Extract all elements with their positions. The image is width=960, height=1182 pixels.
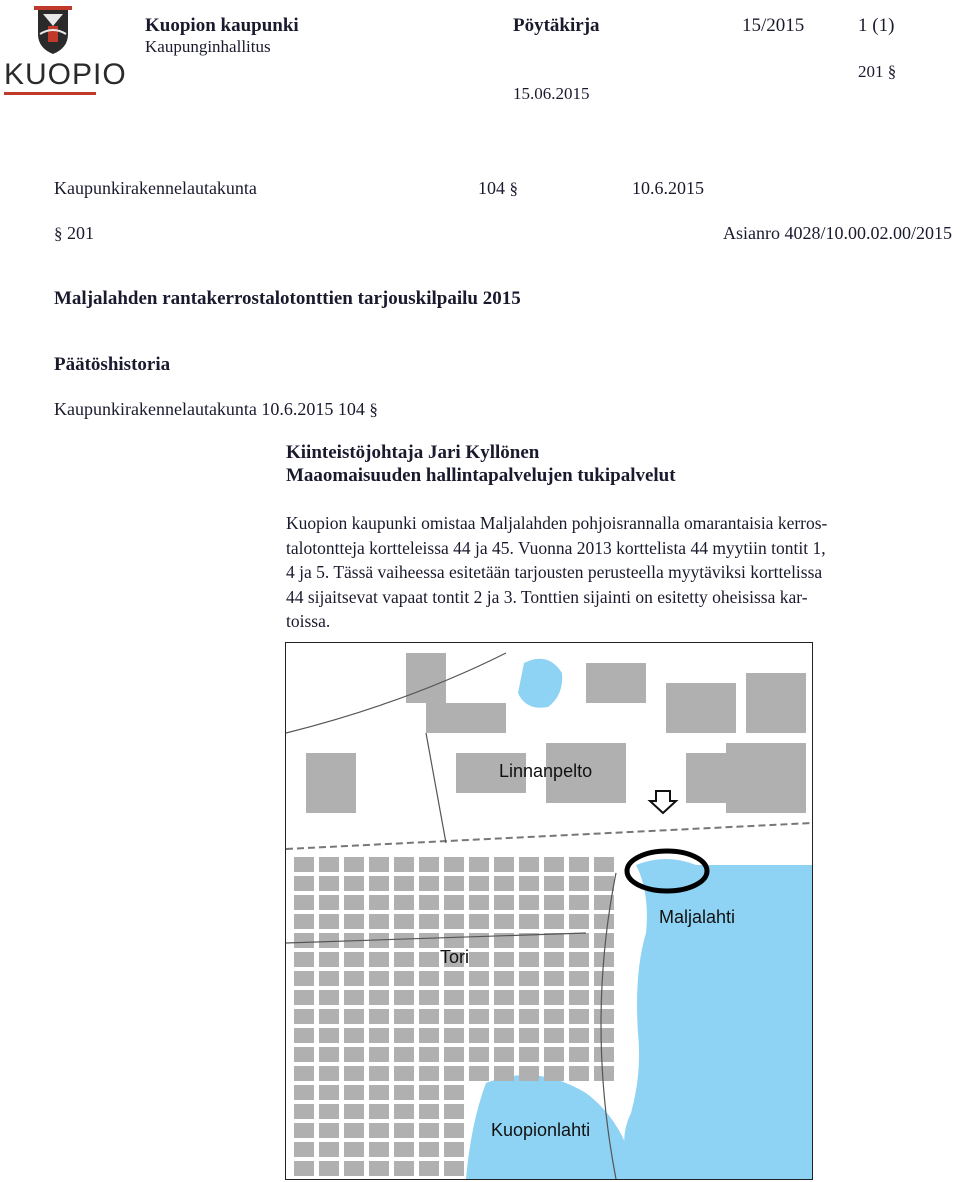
map-label-tori: Tori xyxy=(440,947,470,967)
city-block xyxy=(544,971,564,986)
city-block xyxy=(344,1028,364,1043)
city-block xyxy=(369,857,389,872)
city-block xyxy=(569,1028,589,1043)
city-block xyxy=(494,1028,514,1043)
city-block xyxy=(469,1028,489,1043)
map-canvas xyxy=(286,643,812,1179)
location-map xyxy=(285,642,813,1180)
section-symbol: § xyxy=(509,179,518,198)
city-block xyxy=(369,952,389,967)
city-block xyxy=(519,1066,539,1081)
city-block xyxy=(569,1009,589,1024)
city-block xyxy=(594,876,614,891)
city-block xyxy=(519,952,539,967)
body-line: 4 ja 5. Tässä vaiheessa esitetään tarjousten perusteella myytäviksi korttelissa xyxy=(286,562,823,582)
city-block xyxy=(494,990,514,1005)
city-block xyxy=(294,952,314,967)
city-block xyxy=(369,1123,389,1138)
city-block xyxy=(344,1104,364,1119)
city-block xyxy=(369,971,389,986)
city-block xyxy=(444,876,464,891)
logo-underline xyxy=(4,92,96,95)
city-block xyxy=(294,1047,314,1062)
city-block xyxy=(569,895,589,910)
body-paragraph xyxy=(286,511,827,634)
city-block xyxy=(394,1142,414,1157)
city-block xyxy=(519,1047,539,1062)
presenter-name: Kiinteistöjohtaja Jari Kyllönen xyxy=(286,442,540,463)
city-block xyxy=(294,857,314,872)
org-unit: Kaupunginhallitus xyxy=(145,37,271,56)
city-block xyxy=(519,876,539,891)
city-block xyxy=(319,990,339,1005)
city-block xyxy=(494,1047,514,1062)
city-block xyxy=(369,1085,389,1100)
city-block xyxy=(369,1066,389,1081)
city-block xyxy=(494,914,514,929)
city-block xyxy=(344,1047,364,1062)
city-block xyxy=(419,895,439,910)
city-block xyxy=(494,876,514,891)
body-line: 44 sijaitsevat vapaat tontit 2 ja 3. Tonttien sijainti on esitetty oheisissa kar- xyxy=(286,586,808,607)
city-block xyxy=(294,1028,314,1043)
city-block xyxy=(419,1085,439,1100)
city-block xyxy=(594,1028,614,1043)
section-heading: Päätöshistoria xyxy=(54,354,171,375)
city-block xyxy=(394,933,414,948)
city-block xyxy=(294,1066,314,1081)
city-block xyxy=(394,1047,414,1062)
city-block xyxy=(419,1161,439,1176)
city-block xyxy=(569,1047,589,1062)
city-block xyxy=(394,876,414,891)
city-block xyxy=(319,1028,339,1043)
paragraph-ref xyxy=(858,62,896,82)
city-block xyxy=(469,876,489,891)
city-block xyxy=(569,990,589,1005)
city-block xyxy=(369,1047,389,1062)
decision-line-text: Kaupunkirakennelautakunta 10.6.2015 104 xyxy=(54,399,365,419)
section-symbol: § xyxy=(369,400,378,419)
history-date: 10.6.2015 xyxy=(632,178,704,198)
city-block xyxy=(294,914,314,929)
paragraph-row xyxy=(54,223,94,244)
city-block xyxy=(344,952,364,967)
city-block xyxy=(344,1123,364,1138)
city-block xyxy=(469,857,489,872)
city-block xyxy=(344,1142,364,1157)
city-block xyxy=(319,1066,339,1081)
city-block xyxy=(319,1104,339,1119)
city-block xyxy=(469,895,489,910)
case-number: Asianro 4028/10.00.02.00/2015 xyxy=(723,223,952,243)
city-block xyxy=(294,876,314,891)
city-block xyxy=(494,857,514,872)
city-block xyxy=(444,1047,464,1062)
city-block xyxy=(319,876,339,891)
city-block xyxy=(394,1066,414,1081)
city-block xyxy=(544,1028,564,1043)
city-block xyxy=(594,1066,614,1081)
city-block xyxy=(519,971,539,986)
city-block xyxy=(494,1009,514,1024)
city-block xyxy=(444,971,464,986)
city-block xyxy=(394,1104,414,1119)
city-block xyxy=(294,1104,314,1119)
city-block xyxy=(419,1066,439,1081)
city-block xyxy=(319,952,339,967)
city-block xyxy=(594,990,614,1005)
city-block xyxy=(344,990,364,1005)
city-block xyxy=(344,971,364,986)
city-block xyxy=(544,914,564,929)
city-block xyxy=(294,1142,314,1157)
city-block xyxy=(294,1009,314,1024)
city-block xyxy=(369,895,389,910)
city-block xyxy=(369,914,389,929)
city-block xyxy=(594,971,614,986)
city-block xyxy=(594,1047,614,1062)
city-block xyxy=(369,990,389,1005)
city-block xyxy=(519,914,539,929)
city-block xyxy=(544,895,564,910)
city-block xyxy=(569,933,589,948)
city-block xyxy=(344,895,364,910)
city-block xyxy=(319,895,339,910)
city-block xyxy=(569,1066,589,1081)
city-block xyxy=(519,857,539,872)
city-block xyxy=(394,952,414,967)
page-title: Maljalahden rantakerrostalotonttien tarjouskilpailu 2015 xyxy=(54,288,521,309)
city-block xyxy=(394,990,414,1005)
city-block xyxy=(369,1142,389,1157)
city-block xyxy=(594,857,614,872)
presenter-unit: Maaomaisuuden hallintapalvelujen tukipalvelut xyxy=(286,465,676,486)
body-line: Kuopion kaupunki omistaa Maljalahden pohjoisrannalla omarantaisia kerros- xyxy=(286,513,828,533)
city-block xyxy=(444,1028,464,1043)
city-block xyxy=(419,1142,439,1157)
paragraph-row-number: 201 xyxy=(67,223,94,243)
city-block xyxy=(319,971,339,986)
city-block xyxy=(344,1161,364,1176)
city-block xyxy=(294,1123,314,1138)
city-block xyxy=(544,1009,564,1024)
city-block xyxy=(494,1066,514,1081)
city-block xyxy=(394,1123,414,1138)
city-block xyxy=(294,895,314,910)
history-paragraph xyxy=(478,178,518,199)
city-block xyxy=(344,1066,364,1081)
meeting-date: 15.06.2015 xyxy=(513,84,590,103)
city-block xyxy=(569,952,589,967)
city-block xyxy=(369,1104,389,1119)
doc-type: Pöytäkirja xyxy=(513,15,600,36)
body-line: toissa. xyxy=(286,611,331,631)
city-block xyxy=(294,1085,314,1100)
city-block xyxy=(569,857,589,872)
city-block xyxy=(319,1085,339,1100)
city-block xyxy=(469,1066,489,1081)
city-block xyxy=(544,1047,564,1062)
city-block xyxy=(469,1009,489,1024)
city-block xyxy=(419,990,439,1005)
city-block xyxy=(394,1161,414,1176)
city-block xyxy=(419,1123,439,1138)
city-block xyxy=(594,914,614,929)
map-label-maljalahti: Maljalahti xyxy=(659,907,736,927)
city-block xyxy=(444,895,464,910)
city-block xyxy=(419,971,439,986)
city-block xyxy=(294,933,314,948)
city-block xyxy=(319,1142,339,1157)
city-block xyxy=(344,876,364,891)
city-block xyxy=(394,857,414,872)
city-block xyxy=(519,895,539,910)
city-block xyxy=(369,1028,389,1043)
city-block xyxy=(294,990,314,1005)
city-block xyxy=(469,952,489,967)
city-block xyxy=(569,971,589,986)
city-block xyxy=(444,990,464,1005)
city-block xyxy=(569,876,589,891)
city-block xyxy=(419,1104,439,1119)
city-block xyxy=(569,914,589,929)
city-block xyxy=(494,952,514,967)
city-block xyxy=(469,933,489,948)
city-block xyxy=(394,1085,414,1100)
city-block xyxy=(419,1028,439,1043)
city-block xyxy=(469,1047,489,1062)
city-block xyxy=(444,1123,464,1138)
city-block xyxy=(544,933,564,948)
city-block xyxy=(319,914,339,929)
city-block xyxy=(394,914,414,929)
map-label-kuopionlahti: Kuopionlahti xyxy=(491,1120,591,1140)
city-block xyxy=(344,857,364,872)
city-block xyxy=(469,990,489,1005)
city-block xyxy=(444,1142,464,1157)
decision-line xyxy=(54,399,378,420)
city-block xyxy=(469,971,489,986)
city-block xyxy=(344,1085,364,1100)
city-block xyxy=(444,1161,464,1176)
city-block xyxy=(544,990,564,1005)
history-body: Kaupunkirakennelautakunta xyxy=(54,178,257,198)
city-block xyxy=(369,1009,389,1024)
city-block xyxy=(394,895,414,910)
city-block xyxy=(419,914,439,929)
city-block xyxy=(544,1066,564,1081)
city-block xyxy=(494,971,514,986)
map-label-linnanpelto: Linnanpelto xyxy=(499,761,593,781)
city-block xyxy=(444,1085,464,1100)
section-symbol: § xyxy=(54,224,63,243)
city-block xyxy=(419,1009,439,1024)
body-line: talotontteja kortteleissa 44 ja 45. Vuonna 2013 korttelista 44 myytiin tontit 1, xyxy=(286,537,826,558)
city-block xyxy=(594,933,614,948)
org-name: Kuopion kaupunki xyxy=(145,15,299,36)
page-number: 1 (1) xyxy=(858,15,895,36)
city-block xyxy=(594,1009,614,1024)
city-block xyxy=(444,933,464,948)
city-block xyxy=(369,876,389,891)
city-block xyxy=(394,971,414,986)
city-block xyxy=(319,857,339,872)
city-block xyxy=(519,990,539,1005)
city-block xyxy=(344,914,364,929)
city-block xyxy=(444,1009,464,1024)
city-block xyxy=(369,1161,389,1176)
city-block xyxy=(444,914,464,929)
city-block xyxy=(319,1009,339,1024)
city-block xyxy=(419,952,439,967)
city-block xyxy=(519,1028,539,1043)
city-block xyxy=(394,1009,414,1024)
city-block xyxy=(394,1028,414,1043)
city-block xyxy=(444,1104,464,1119)
city-block xyxy=(419,857,439,872)
section-symbol: § xyxy=(887,62,897,81)
history-paragraph-number: 104 xyxy=(478,178,505,198)
logo-wordmark: KUOPIO xyxy=(4,58,127,91)
city-block xyxy=(319,933,339,948)
city-block xyxy=(519,1009,539,1024)
doc-number: 15/2015 xyxy=(742,15,805,36)
city-block xyxy=(444,857,464,872)
city-block xyxy=(294,1161,314,1176)
city-block xyxy=(544,857,564,872)
city-block xyxy=(469,914,489,929)
city-block xyxy=(419,1047,439,1062)
city-block xyxy=(544,952,564,967)
city-block xyxy=(294,971,314,986)
city-block xyxy=(319,1161,339,1176)
city-block xyxy=(319,1047,339,1062)
city-block xyxy=(319,1123,339,1138)
city-block xyxy=(419,876,439,891)
city-block xyxy=(494,895,514,910)
city-block xyxy=(344,1009,364,1024)
paragraph-number: 201 xyxy=(858,62,884,81)
city-block xyxy=(419,933,439,948)
city-block xyxy=(544,876,564,891)
city-block xyxy=(444,1066,464,1081)
